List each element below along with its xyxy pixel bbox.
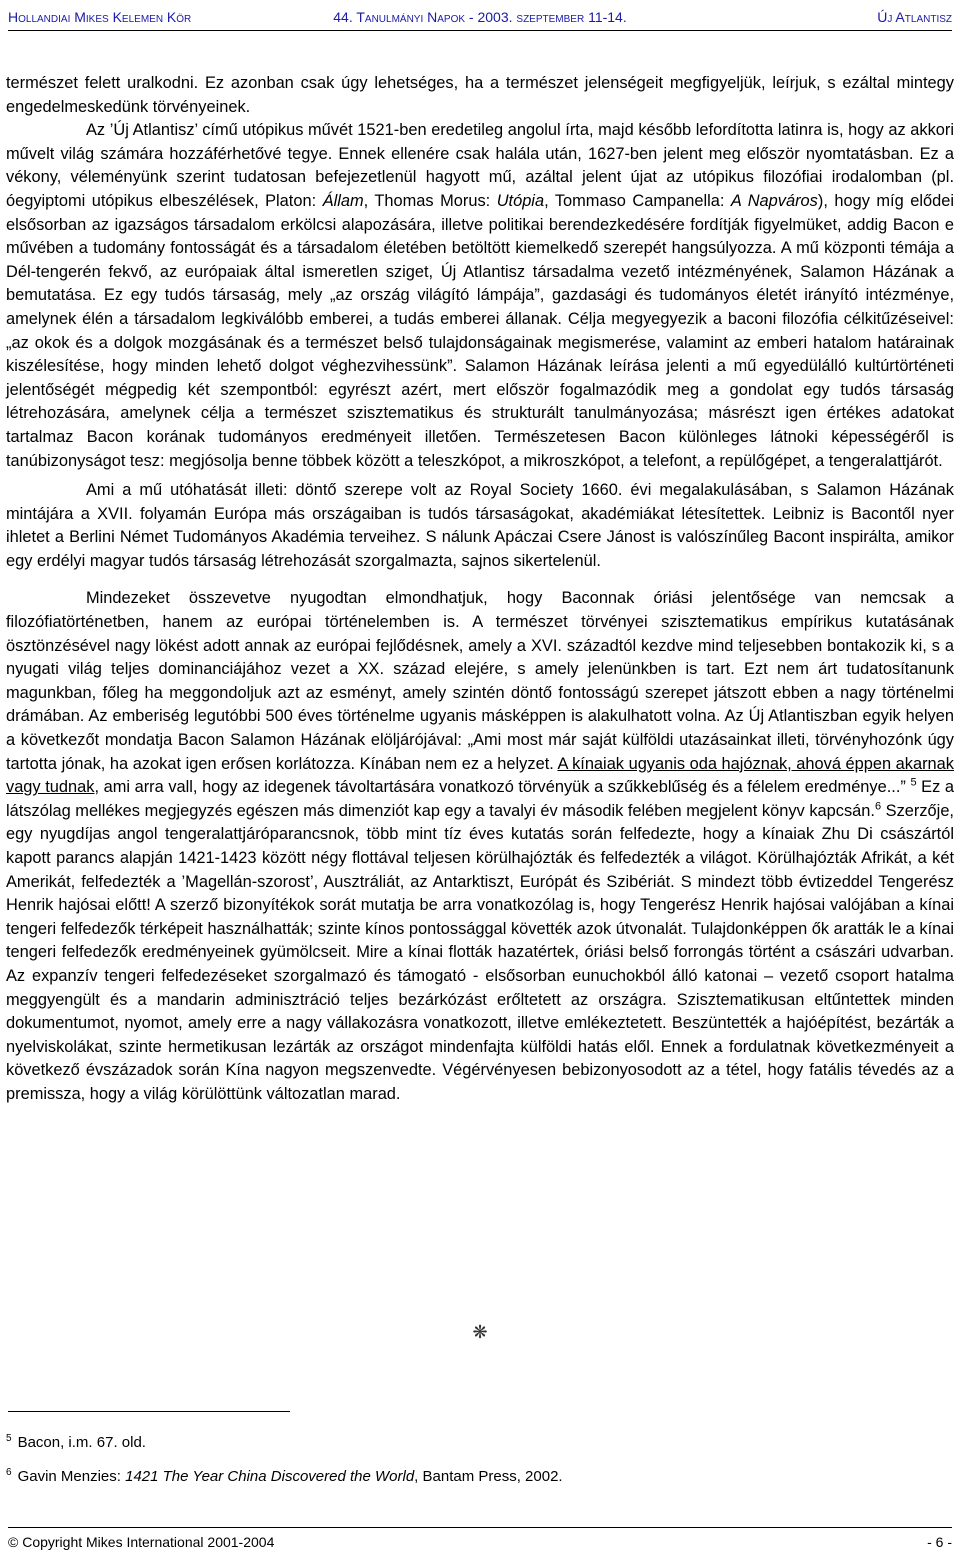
copyright-text: © Copyright Mikes International 2001-2004 [8,1534,275,1550]
paragraph-4-text-b: , ami arra vall, hogy az idegenek távoltartására vonatkozó törvényük a szűkkeblűség és a félelem eredménye...” [94,778,911,797]
title-allam: Állam [322,191,364,210]
header-center: 44. Tanulmányi Napok - 2003. szeptember 11-14. [333,9,627,25]
section-ornament-icon: ❋ [472,1322,488,1342]
header-right: Új Atlantisz [877,9,952,25]
paragraph-4-text-d: Szerzője, egy nyugdíjas angol tengeralattjáróparancsnok, több mint tíz éves kutatás során felfedezte, hogy a kínaiak Zhu Di császártól kapott parancs alapján 1421-1423 között négy flottával teljesen körülhajózták és felfedezték a világot. Körülhajózták Afrikát, a két Amerikát, felfedezték a ’Magellán-szorost’, Ausztráliát, az Antarktiszt, Európát és Szibériát. S mindezt több évtizeddel Tengerész Henrik hajósai előtt! A szerző bizonyítékok sorát mutatja be arra vonatkozólag is, hogy Tengerész Henrik hajósai valójában a kínai tengeri felfedezők térképeit használhatták; szinte kínos pontossággal követték azok útvonalát. Tulajdonképpen ők aratták le a kínai tengeri felfedezők eredményeinek gyümölcseit. Mire a kínai flották hazatértek, óriási belső forrongás történt a császári udvarban. Az expanzív tengeri felfedezéseket szorgalmazó és támogató - elsősorban eunuchokból álló katonai – vezető csoport hatalma meggyengült és a mandarin adminisztráció teljes bezárkózást erőltetett az országra. Szisztematikusan eltűntettek minden dokumentumot, nyomot, amely erre a nagy vállakozásra vonatkozott, illetve emlékeztetett. Beszüntették a hajóépítést, bezárták a nyelviskolákat, szinte hermetikusan lezárták az országot mindenfajta külföldi hatás elől. Ennek a fordulatnak következményeit a következő évszázadok során Kína nagyon megszenvedte. Végérvényesen bebizonyosodott az a tétel, hogy fatális tévedés az a premissza, hogy a világ körülöttünk változatlan marad. [6,801,954,1103]
paragraph-3: Ami a mű utóhatását illeti: döntő szerepe volt az Royal Society 1660. évi megalakulásában, s Salamon Házának mintájára a XVII. folyamán Európa más országaiban is tudós társaságokat, akadémiákat létesítettek. Leibniz is Bacontől nyer ihletet a Berlini Német Tudományos Akadémia terveihez. S nálunk Apáczai Csere Jánost is valószínűleg Bacont inspirálta, amikor egy erdélyi magyar tudós társaság létrehozását szorgalmazta, sajnos sikertelenül. [6,481,954,570]
footnote-divider [8,1411,290,1412]
page-number: - 6 - [927,1534,952,1550]
footnote-ref-6[interactable]: 6 [874,800,882,813]
paragraph-2-text-c: , Tommaso Campanella: [544,191,731,210]
title-utopia: Utópia [496,191,545,210]
paragraph-2-text-d: ), hogy míg elődei elsősorban az igazságos társadalom erkölcsi alapozására, illetve politikai berendezkedésére fordítják figyelmüket, addig Bacon e művében a tudomány fontosságát és a társadalom életében betöltött kiemelkedő szerepét hangsúlyozza. A mű központi témája a Dél-tengerén fekvő, az európaiak által ismeretlen sziget, Új Atlantisz társadalma vezető intézményének, Salamon Házának a bemutatása. Ez egy tudós társaság, mely „az ország világító lámpája”, gazdasági és tudományos életét irányító intézménye, amelynek élén a társadalom legkiválóbb emberei, a tudás emberei állanak. Célja megyegyezik a baconi filozófia célkitűzéseivel: „az okok és a dolgok mozgásának és a természet belső tulajdonságainak megismerése, valamint az emberi hatalom határainak kiszélesítése, hogy minden lehető dolgot véghezvihessünk”. Salamon Házának leírása jelenti a mű egyedülálló kultúrtörténeti jelentőségét mégpedig két szempontból: egyrészt azért, mert először fogalmazódik meg a gondolat egy tudós társaság létrehozására, amelynek célja a természet szisztematikus és strukturált tanulmányozása; másrészt igen értékes adatokat tartalmaz Bacon korának tudományos eredményeit illetően. Természetesen Bacon különleges látnoki képességéről is tanúbizonyságot tesz: megjósolja benne többek között a teleszkópot, a mikroszkópot, a telefont, a repülőgépet, a tengeralattjárót. [6,191,954,470]
body-text [6,72,954,1107]
running-header [8,6,952,30]
underlined-quote: A kínaiak ugyanis oda hajóznak, ahová éppen akarnak vagy tudnak [6,754,954,797]
footnote-5 [6,1433,954,1453]
footnote-text-pre: Gavin Menzies: [17,1468,126,1485]
footnote-text-post: , Bantam Press, 2002. [414,1468,563,1485]
header-divider [8,30,952,31]
footer-divider [8,1527,952,1528]
header-left: Hollandiai Mikes Kelemen Kör [8,9,192,25]
footnote-ref-5[interactable]: 5 [910,776,917,789]
footnote-6 [6,1467,954,1487]
paragraph-2 [6,119,954,473]
paragraph-4-text-c: Ez a látszólag mellékes megjegyzés egészen más dimenziót kap egy a tavalyi év második felében megjelent könyv kapcsán. [6,778,955,820]
footnote-text: Bacon, i.m. 67. old. [17,1434,146,1451]
paragraph-4 [6,587,954,1106]
title-napvaros: A Napváros [730,191,818,210]
footnote-number: 5 [6,1433,12,1444]
paragraph-1: természet felett uralkodni. Ez azonban csak úgy lehetséges, ha a természet jelenségeit megfigyeljük, leírjuk, s ezáltal mintegy engedelmeskedünk törvényeinek. [6,74,954,116]
paragraph-2-text-b: , Thomas Morus: [363,191,497,210]
footnotes [6,1433,954,1501]
footnote-book-title: 1421 The Year China Discovered the World [125,1468,415,1485]
paragraph-4-text-a: Mindezeket összevetve nyugodtan elmondhatjuk, hogy Baconnak óriási jelentősége van nemcsak a filozófiatörténetben, hanem az európai történelemben is. A természet törvényei szisztematikus empírikus kutatásának ösztönzésével nagy lökést adott annak az európai fejlődésnek, amely a XVI. századtól kezdve mind teljesebben bontakozik ki, s a nyugati világ teljes dominanciájához vezet a XX. század elejére, s amely jelenünkben is tart. Ezt nem árt tudatosítanunk magunkban, főleg ha meggondoljuk azt az esményt, amely szintén döntő fontosságú szerepet játszott ebben a nagy történelmi drámában. Az emberiség legutóbbi 500 éves történelme ugyanis másképpen is alakulhatott volna. Az Új Atlantiszban egyik helyen a következőt mondatja Bacon Salamon Házának elöljárójával: „Ami most már saját külföldi utazásainkat illeti, törvényhozónk úgy tartotta jónak, ha azokat igen erősen korlátozza. Kínában nem ez a helyzet. [6,589,954,773]
footnote-number: 6 [6,1467,12,1478]
paragraph-2-text-a: Az ’Új Atlantisz’ című utópikus művét 1521-ben eredetileg angolul írta, majd később lefordította latinra is, hogy az akkori művelt világ számára hozzáférhetővé tegye. Ennek ellenére csak halála után, 1627-ben jelent meg először nyomtatásban. Ez a vékony, véleményünk szerint tudatosan befejezetlenül hagyott mű, azáltal jelent újat az utópikus filozófiai irodalomban (pl. óegyiptomi utópikus elbeszélések, Platon: [6,121,954,210]
